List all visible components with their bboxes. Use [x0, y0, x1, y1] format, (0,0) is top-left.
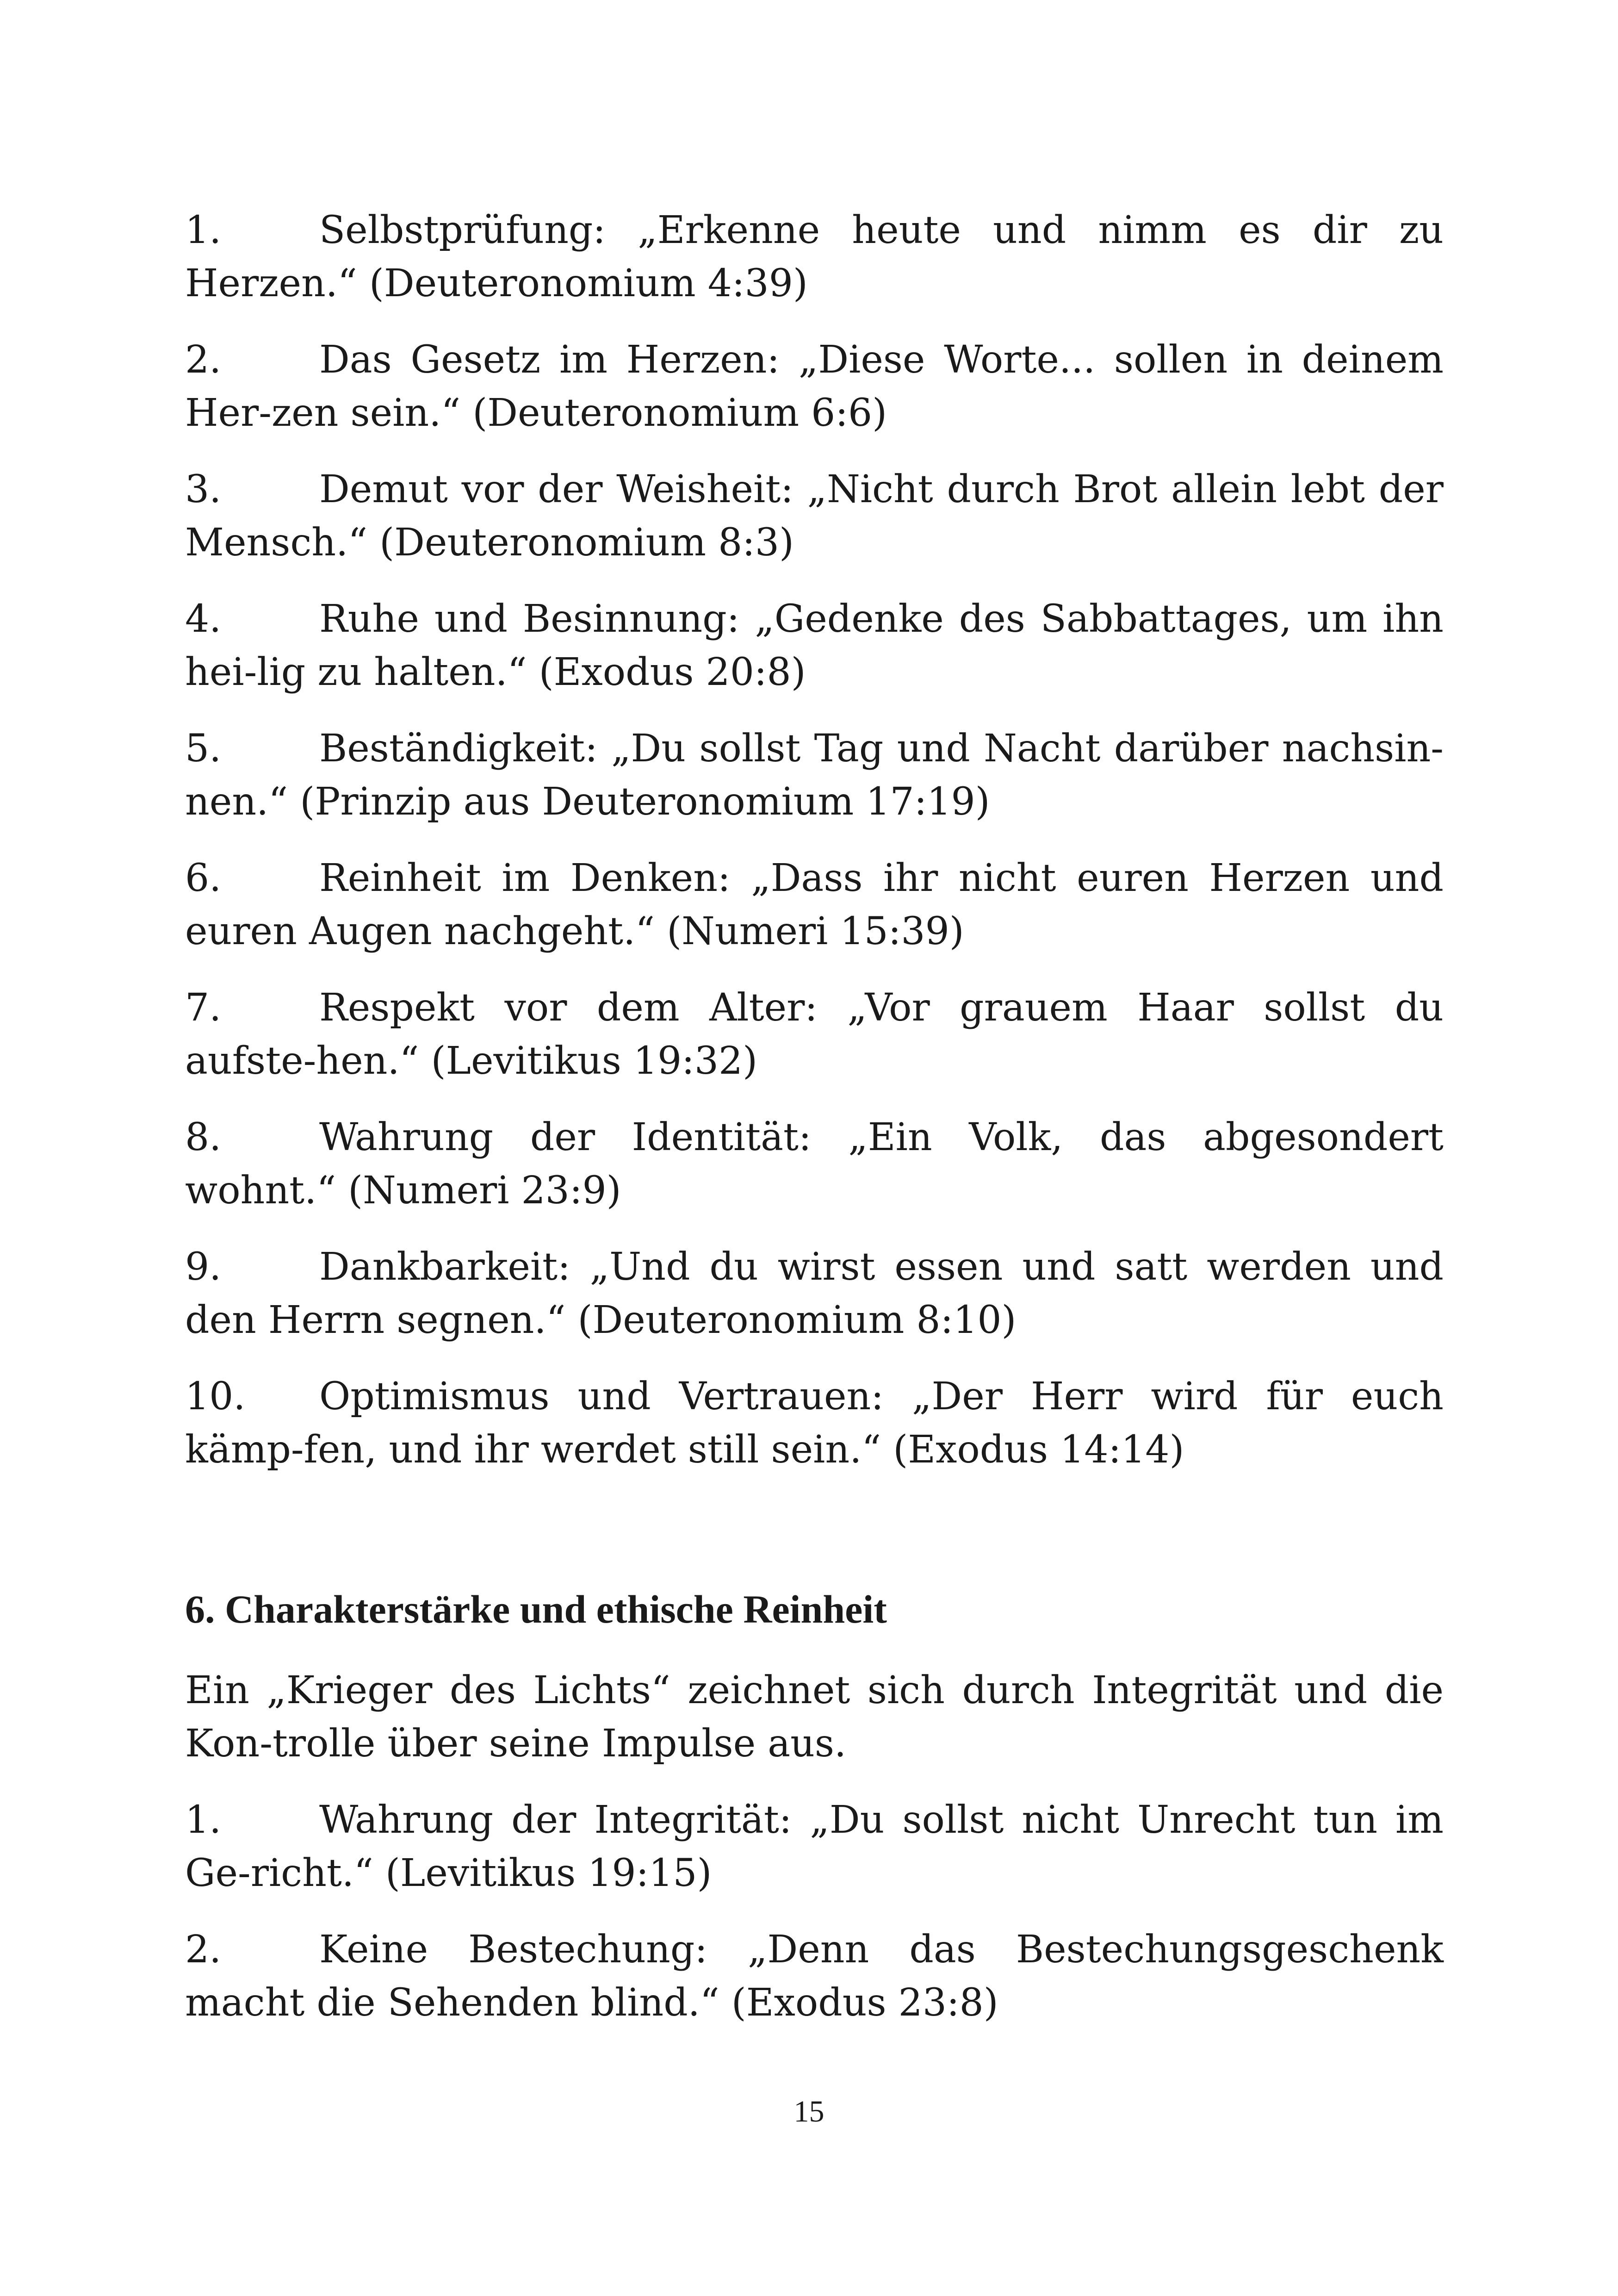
item-number: 3. [185, 467, 222, 511]
list-item [185, 592, 1444, 699]
item-number: 1. [185, 208, 222, 252]
list-item [185, 1240, 1444, 1347]
item-text: Wahrung der Identität: „Ein Volk, das abgesondert wohnt.“ (Numeri 23:9) [185, 1115, 1444, 1213]
item-text: Dankbarkeit: „Und du wirst essen und satt werden und den Herrn segnen.“ (Deuteronomium 8:10) [185, 1245, 1444, 1342]
item-number: 2. [185, 338, 222, 382]
item-text: Optimismus und Vertrauen: „Der Herr wird für euch kämp-fen, und ihr werdet still sein.“ (Exodus 14:14) [185, 1375, 1444, 1472]
item-text: Respekt vor dem Alter: „Vor grauem Haar sollst du aufste-hen.“ (Levitikus 19:32) [185, 986, 1444, 1083]
item-number: 2. [185, 1928, 222, 1972]
page-body [185, 204, 1444, 2053]
item-number: 10. [185, 1375, 246, 1419]
item-text: Wahrung der Integrität: „Du sollst nicht Unrecht tun im Ge-richt.“ (Levitikus 19:15) [185, 1798, 1444, 1895]
item-number: 7. [185, 986, 222, 1030]
item-number: 8. [185, 1115, 222, 1159]
section-spacer [185, 1500, 1444, 1583]
item-text: Keine Bestechung: „Denn das Bestechungsgeschenk macht die Sehenden blind.“ (Exodus 23:8) [185, 1928, 1444, 2025]
item-text: Reinheit im Denken: „Dass ihr nicht euren Herzen und euren Augen nachgeht.“ (Numeri 15:39) [185, 856, 1444, 953]
list-item [185, 1793, 1444, 1900]
page-number: 15 [794, 2095, 824, 2128]
list-item [185, 204, 1444, 310]
item-text: Das Gesetz im Herzen: „Diese Worte... sollen in deinem Her-zen sein.“ (Deuteronomium 6:6) [185, 338, 1444, 435]
item-text: Selbstprüfung: „Erkenne heute und nimm es dir zu Herzen.“ (Deuteronomium 4:39) [185, 208, 1444, 305]
list-item [185, 722, 1444, 828]
section-heading: 6. Charakterstärke und ethische Reinheit [185, 1587, 887, 1631]
list-item [185, 1923, 1444, 2029]
list-item [185, 463, 1444, 569]
section-intro: Ein „Krieger des Lichts“ zeichnet sich durch Integrität und die Kon-trolle über seine Impulse aus. [185, 1668, 1444, 1766]
item-text: Beständigkeit: „Du sollst Tag und Nacht darüber nachsin-nen.“ (Prinzip aus Deuteronomium 17:19) [185, 727, 1444, 824]
item-number: 1. [185, 1798, 222, 1842]
list-item [185, 1111, 1444, 1217]
item-number: 6. [185, 856, 222, 900]
list-item [185, 852, 1444, 958]
item-number: 5. [185, 727, 222, 771]
item-text: Ruhe und Besinnung: „Gedenke des Sabbattages, um ihn hei-lig zu halten.“ (Exodus 20:8) [185, 597, 1444, 694]
list-item [185, 981, 1444, 1088]
list-item [185, 1370, 1444, 1476]
list-item [185, 333, 1444, 440]
item-number: 9. [185, 1245, 222, 1289]
item-number: 4. [185, 597, 222, 641]
item-text: Demut vor der Weisheit: „Nicht durch Brot allein lebt der Mensch.“ (Deuteronomium 8:3) [185, 467, 1444, 565]
